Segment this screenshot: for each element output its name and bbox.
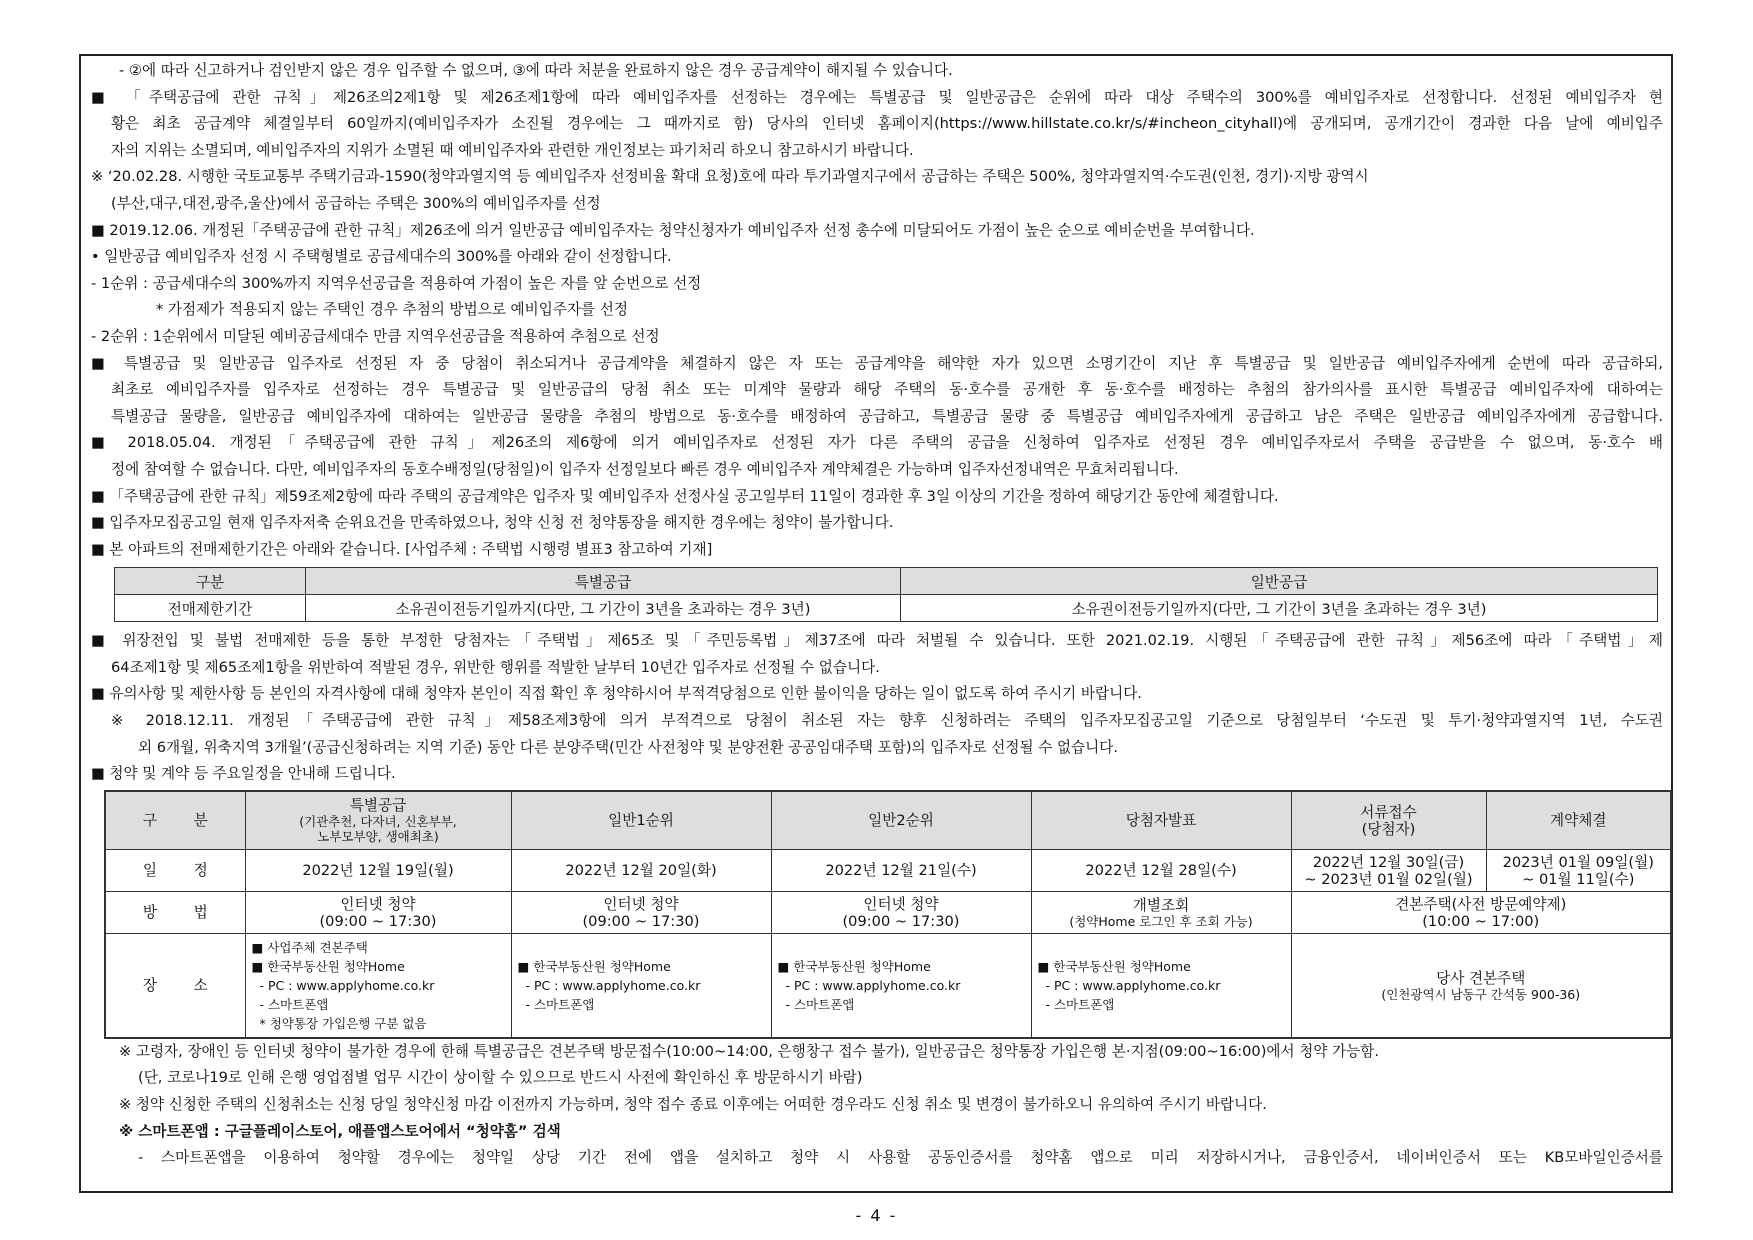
list-item: ■ 한국부동산원 청약Home xyxy=(777,959,931,975)
cell-text: (10:00 ~ 17:00) xyxy=(1422,912,1540,930)
table-cell xyxy=(1031,892,1291,934)
text-line: ■ 「주택공급에 관한 규칙」제26조의2제1항 및 제26조제1항에 따라 예비입주자를 선정하는 경우에는 특별공급 및 일반공급은 순위에 따라 대상 주택수의 300%를 예비입주자로 선정합니다. 선정된 예비입주자 현 xyxy=(91,88,1663,106)
table-row xyxy=(115,595,1658,622)
table-cell xyxy=(245,934,511,1038)
list-item: - PC : www.applyhome.co.kr xyxy=(785,978,961,994)
note-line: ※ 고령자, 장애인 등 인터넷 청약이 불가한 경우에 한해 특별공급은 견본주택 방문접수(10:00~14:00, 은행창구 접수 불가), 일반공급은 청약통장 가입은행 본·지점(09:00~16:00)에서 청약 가능함. xyxy=(119,1042,1380,1060)
text-line: ■ 입주자모집공고일 현재 입주자저축 순위요건을 만족하였으나, 청약 신청 전 청약통장을 해지한 경우에는 청약이 불가합니다. xyxy=(91,514,894,532)
table-cell xyxy=(771,934,1031,1038)
table-header-cell: 계약체결 xyxy=(1486,791,1671,850)
cell-text: 인터넷 청약 xyxy=(340,895,416,913)
cell-text: (09:00 ~ 17:30) xyxy=(319,912,437,930)
table-cell: 소유권이전등기일까지(다만, 그 기간이 3년을 초과하는 경우 3년) xyxy=(901,595,1658,622)
table-row xyxy=(105,850,1671,892)
text-line: ※ 2018.12.11. 개정된「주택공급에 관한 규칙」제58조제3항에 의거 부적격으로 당첨이 취소된 자는 향후 신청하려는 주택의 입주자모집공고일 기준으로 당첨일부터 ‘수도권 및 투기·청약과열지역 1년, 수도권 xyxy=(111,712,1663,730)
text-line: 자의 지위는 소멸되며, 예비입주자의 지위가 소멸된 때 예비입주자와 관련한 개인정보는 파기처리 하오니 참고하시기 바랍니다. xyxy=(111,141,914,159)
cell-text: (09:00 ~ 17:30) xyxy=(582,912,700,930)
header-text: 서류접수 xyxy=(1360,803,1417,821)
row-header-cell: 방 법 xyxy=(105,892,245,934)
note-line: ※ 스마트폰앱 : 구글플레이스토어, 애플앱스토어에서 “청약홈” 검색 xyxy=(119,1122,561,1140)
text-line: ■ 「주택공급에 관한 규칙」제59조제2항에 따라 주택의 공급계약은 입주자 및 예비입주자 선정사실 공고일부터 11일이 경과한 후 3일 이상의 기간을 정하여 해당기간 동안에 체결합니다. xyxy=(91,487,1279,505)
text-line: ※ ‘20.02.28. 시행한 국토교통부 주택기금과-1590(청약과열지역 등 예비입주자 선정비율 확대 요청)호에 따라 투기과열지구에서 공급하는 주택은 500%, 청약과열지역·수도권(인천, 경기)·지방 광역시 xyxy=(91,168,1369,186)
table-header-cell: 구분 xyxy=(115,568,306,595)
table-cell xyxy=(1291,850,1486,892)
text-line: 정에 참여할 수 없습니다. 다만, 예비입주자의 동호수배정일(당첨일)이 입주자 선정일보다 빠른 경우 예비입주자 계약체결은 가능하며 입주자선정내역은 무효처리됩니다. xyxy=(111,460,1179,478)
list-item: - 스마트폰앱 xyxy=(525,997,595,1013)
list-item: * 청약통장 가입은행 구분 없음 xyxy=(259,1016,427,1032)
table-header-cell: 구 분 xyxy=(105,791,245,850)
table-cell: 전매제한기간 xyxy=(115,595,306,622)
row-header-cell: 장 소 xyxy=(105,934,245,1038)
cell-text: ~ 2023년 01월 02일(월) xyxy=(1304,870,1473,888)
table-header-cell xyxy=(245,791,511,850)
text-line: (부산,대구,대전,광주,울산)에서 공급하는 주택은 300%의 예비입주자를 선정 xyxy=(111,194,601,212)
table-header-cell: 일반2순위 xyxy=(771,791,1031,850)
cell-text: 인터넷 청약 xyxy=(863,895,939,913)
text-line: ■ 유의사항 및 제한사항 등 본인의 자격사항에 대해 청약자 본인이 직접 확인 후 청약하시어 부적격당첨으로 인한 불이익을 당하는 일이 없도록 하여 주시기 바랍니다. xyxy=(91,685,1142,703)
table-cell xyxy=(771,892,1031,934)
schedule-table xyxy=(104,790,1672,1039)
table-header-row xyxy=(115,568,1658,595)
list-item: - PC : www.applyhome.co.kr xyxy=(259,978,435,994)
table-cell xyxy=(1031,934,1291,1038)
cell-text: (인천광역시 남동구 간석동 900-36) xyxy=(1381,986,1581,1002)
header-subtext: 노부모부양, 생애최초) xyxy=(317,829,439,845)
list-item: - 스마트폰앱 xyxy=(785,997,855,1013)
list-item: ■ 한국부동산원 청약Home xyxy=(251,959,405,975)
table-cell xyxy=(511,934,771,1038)
text-line: 64조제1항 및 제65조제1항을 위반하여 적발된 경우, 위반한 행위를 적발한 날부터 10년간 입주자로 선정될 수 없습니다. xyxy=(111,658,880,676)
header-text: 특별공급 xyxy=(349,797,407,815)
text-line: 특별공급 물량을, 일반공급 예비입주자에 대하여는 일반공급 물량을 추첨의 방법으로 동·호수를 배정하여 공급하고, 특별공급 물량 중 특별공급 예비입주자에게 공급하고 남은 주택은 일반공급 예비입주자에게 공급합니다. xyxy=(111,407,1663,425)
header-subtext: (기관추천, 다자녀, 신혼부부, xyxy=(299,814,457,830)
table-cell xyxy=(1486,850,1671,892)
table-cell xyxy=(1291,934,1671,1038)
text-line: ■ 2018.05.04. 개정된「주택공급에 관한 규칙」제26조의 제6항에 의거 예비입주자로 선정된 자가 다른 주택의 공급을 신청하여 입주자로 선정된 경우 예비입주자로서 주택을 공급받을 수 없으며, 동·호수 배 xyxy=(91,434,1663,452)
resale-restriction-table xyxy=(114,567,1658,622)
text-line: ■ 청약 및 계약 등 주요일정을 안내해 드립니다. xyxy=(91,765,396,783)
cell-text: 인터넷 청약 xyxy=(603,895,679,913)
note-line: (단, 코로나19로 인해 은행 영업점별 업무 시간이 상이할 수 있으므로 반드시 사전에 확인하신 후 방문하시기 바람) xyxy=(138,1069,863,1087)
text-line: 외 6개월, 위축지역 3개월’(공급신청하려는 지역 기준) 동안 다른 분양주택(민간 사전청약 및 분양전환 공공임대주택 포함)의 입주자로 선정될 수 없습니다. xyxy=(138,738,1118,756)
page-number: - 4 - xyxy=(855,1206,898,1225)
table-cell: 2022년 12월 21일(수) xyxy=(771,850,1031,892)
table-row xyxy=(105,934,1671,1038)
table-row xyxy=(105,892,1671,934)
text-line: ■ 위장전입 및 불법 전매제한 등을 통한 부정한 당첨자는「주택법」제65조 및「주민등록법」제37조에 따라 처벌될 수 있습니다. 또한 2021.02.19. 시행된「주택공급에 관한 규칙」제56조에 따라「주택법」제 xyxy=(91,632,1663,650)
table-cell: 2022년 12월 28일(수) xyxy=(1031,850,1291,892)
text-line: • 일반공급 예비입주자 선정 시 주택형별로 공급세대수의 300%를 아래와 같이 선정합니다. xyxy=(91,248,672,266)
cell-text: 2022년 12월 30일(금) xyxy=(1312,853,1465,871)
list-item: ■ 한국부동산원 청약Home xyxy=(1037,959,1191,975)
cell-text: ~ 01월 11일(수) xyxy=(1522,870,1635,888)
text-line: ■ 본 아파트의 전매제한기간은 아래와 같습니다. [사업주체 : 주택법 시행령 별표3 참고하여 기재] xyxy=(91,540,713,558)
list-item: - PC : www.applyhome.co.kr xyxy=(1045,978,1221,994)
text-line: - 1순위 : 공급세대수의 300%까지 지역우선공급을 적용하여 가점이 높은 자를 앞 순번으로 선정 xyxy=(91,274,702,292)
list-item: - PC : www.applyhome.co.kr xyxy=(525,978,701,994)
cell-text: (09:00 ~ 17:30) xyxy=(842,912,960,930)
table-cell xyxy=(511,892,771,934)
text-line: * 가점제가 적용되지 않는 주택인 경우 추첨의 방법으로 예비입주자를 선정 xyxy=(156,301,628,319)
list-item: ■ 사업주체 견본주택 xyxy=(251,940,368,956)
table-header-row xyxy=(105,791,1671,850)
cell-text: (청약Home 로그인 후 조회 가능) xyxy=(1069,913,1253,929)
notice-frame xyxy=(79,54,1673,1193)
text-line: - ②에 따라 신고하거나 검인받지 않은 경우 입주할 수 없으며, ③에 따라 처분을 완료하지 않은 경우 공급계약이 해지될 수 있습니다. xyxy=(119,62,953,79)
list-item: ■ 한국부동산원 청약Home xyxy=(517,959,671,975)
note-line: - 스마트폰앱을 이용하여 청약할 경우에는 청약일 상당 기간 전에 앱을 설치하고 청약 시 사용할 공동인증서를 청약홈 앱으로 미리 저장하시거나, 금융인증서, 네이버인증서 또는 KB모바일인증서를 xyxy=(138,1149,1663,1167)
list-item: - 스마트폰앱 xyxy=(259,997,329,1013)
text-line: ■ 2019.12.06. 개정된「주택공급에 관한 규칙」제26조에 의거 일반공급 예비입주자는 청약신청자가 예비입주자 선정 총수에 미달되어도 가점이 높은 순으로 예비순번을 부여합니다. xyxy=(91,221,1255,239)
cell-text: 견본주택(사전 방문예약제) xyxy=(1395,895,1567,913)
table-header-cell: 일반공급 xyxy=(901,568,1658,595)
table-cell xyxy=(245,892,511,934)
table-cell xyxy=(1291,892,1671,934)
header-subtext: (당첨자) xyxy=(1361,820,1416,838)
table-header-cell: 일반1순위 xyxy=(511,791,771,850)
table-cell: 소유권이전등기일까지(다만, 그 기간이 3년을 초과하는 경우 3년) xyxy=(306,595,901,622)
row-header-cell: 일 정 xyxy=(105,850,245,892)
cell-text: 개별조회 xyxy=(1132,896,1190,914)
cell-text: 당사 견본주택 xyxy=(1436,969,1526,987)
table-header-cell: 당첨자발표 xyxy=(1031,791,1291,850)
list-item: - 스마트폰앱 xyxy=(1045,997,1115,1013)
table-header-cell: 특별공급 xyxy=(306,568,901,595)
table-cell: 2022년 12월 19일(월) xyxy=(245,850,511,892)
text-line: - 2순위 : 1순위에서 미달된 예비공급세대수 만큼 지역우선공급을 적용하여 추첨으로 선정 xyxy=(91,327,660,345)
cell-text: 2023년 01월 09일(월) xyxy=(1502,853,1654,871)
note-line: ※ 청약 신청한 주택의 신청취소는 신청 당일 청약신청 마감 이전까지 가능하며, 청약 접수 종료 이후에는 어떠한 경우라도 신청 취소 및 변경이 불가하오니 유의하여 주시기 바랍니다. xyxy=(119,1096,1267,1114)
text-line: ■ 특별공급 및 일반공급 입주자로 선정된 자 중 당첨이 취소되거나 공급계약을 체결하지 않은 자 또는 공급계약을 해약한 자가 있으면 소명기간이 지난 후 특별공급 및 일반공급 예비입주자에게 순번에 따라 공급하되, xyxy=(91,354,1663,372)
table-cell: 2022년 12월 20일(화) xyxy=(511,850,771,892)
table-header-cell xyxy=(1291,791,1486,850)
text-line: 황은 최초 공급계약 체결일부터 60일까지(예비입주자가 소진될 경우에는 그 때까지로 함) 당사의 인터넷 홈페이지(https://www.hillstate.co.kr/s/#incheon_cityhall)에 공개되며, 공개기간이 경과한 다음 날에 예비입주 xyxy=(111,115,1663,133)
text-line: 최초로 예비입주자를 입주자로 선정하는 경우 특별공급 및 일반공급의 당첨 취소 또는 미계약 물량과 해당 주택의 동·호수를 공개한 후 동·호수를 배정하는 추첨의 참가의사를 표시한 특별공급 예비입주자에 대하여는 xyxy=(111,381,1663,399)
